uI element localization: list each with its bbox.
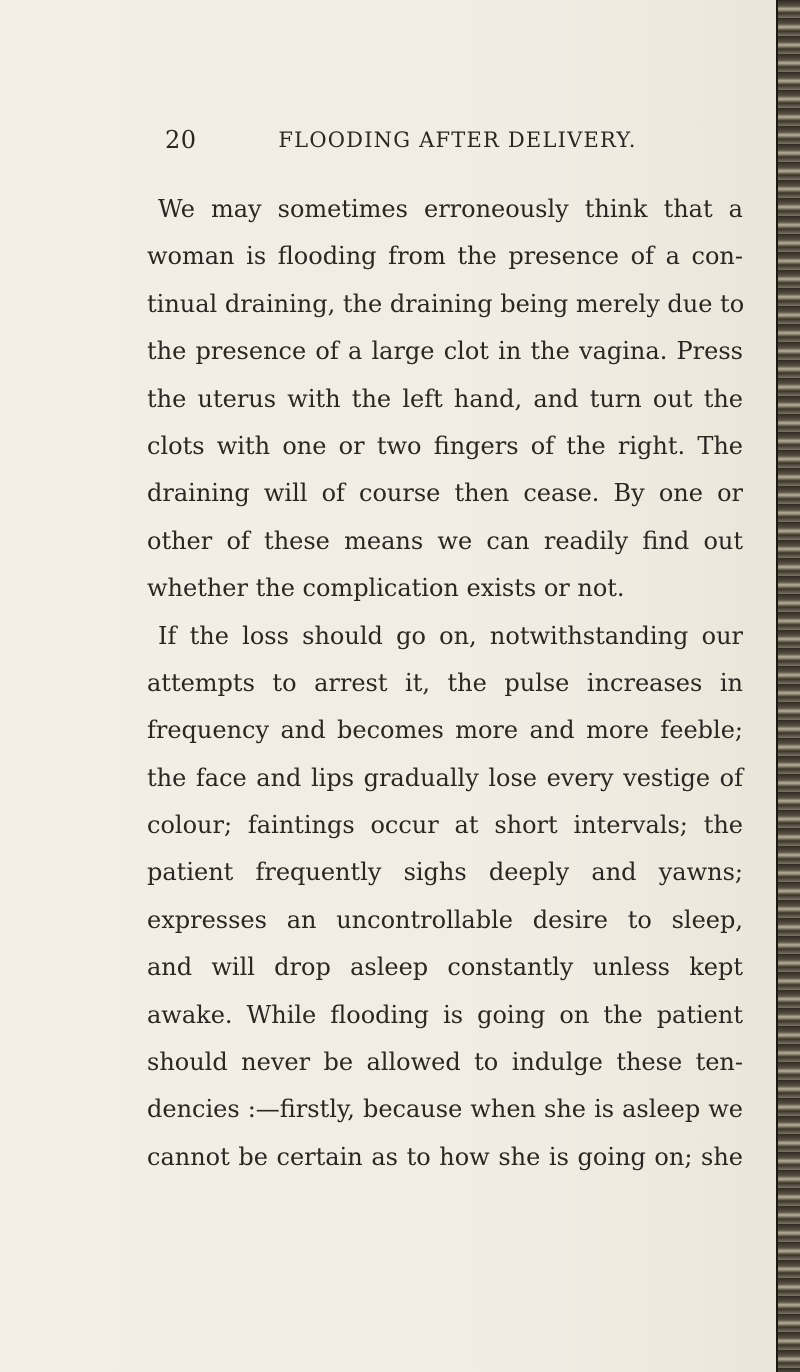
- text-line: the presence of a large clot in the vagina. Press: [147, 337, 743, 366]
- text-line: expresses an uncontrollable desire to sleep,: [147, 905, 743, 934]
- text-line: other of these means we can readily find out: [147, 526, 743, 555]
- text-line: the face and lips gradually lose every vestige of: [147, 763, 743, 792]
- page-header: [165, 126, 750, 166]
- text-line: clots with one or two fingers of the right. The: [147, 431, 743, 460]
- text-line: If the loss should go on, notwithstanding our: [158, 621, 743, 650]
- text-line: should never be allowed to indulge these ten-: [147, 1048, 743, 1077]
- text-line: colour; faintings occur at short intervals; the: [147, 811, 743, 840]
- text-line: woman is flooding from the presence of a con-: [147, 242, 743, 271]
- text-line: whether the complication exists or not.: [147, 574, 625, 603]
- text-line: frequency and becomes more and more feeble;: [147, 716, 743, 745]
- text-line: dencies :—firstly, because when she is asleep we: [147, 1095, 743, 1124]
- text-line: awake. While flooding is going on the patient: [147, 1000, 743, 1029]
- text-line: patient frequently sighs deeply and yawns;: [147, 858, 743, 887]
- text-line: attempts to arrest it, the pulse increases in: [147, 668, 743, 697]
- body-text: [147, 186, 743, 1181]
- text-line: draining will of course then cease. By one or: [147, 479, 743, 508]
- running-head: FLOODING AFTER DELIVERY.: [278, 128, 637, 152]
- page-edge-shadow: [776, 0, 800, 1372]
- text-line: the uterus with the left hand, and turn out the: [147, 384, 743, 413]
- page-number: 20: [165, 126, 197, 154]
- text-line: We may sometimes erroneously think that a: [158, 195, 743, 223]
- text-line: and will drop asleep constantly unless kept: [147, 953, 743, 982]
- text-line: tinual draining, the draining being merely due to: [147, 289, 745, 318]
- text-line: cannot be certain as to how she is going on; she: [147, 1142, 743, 1171]
